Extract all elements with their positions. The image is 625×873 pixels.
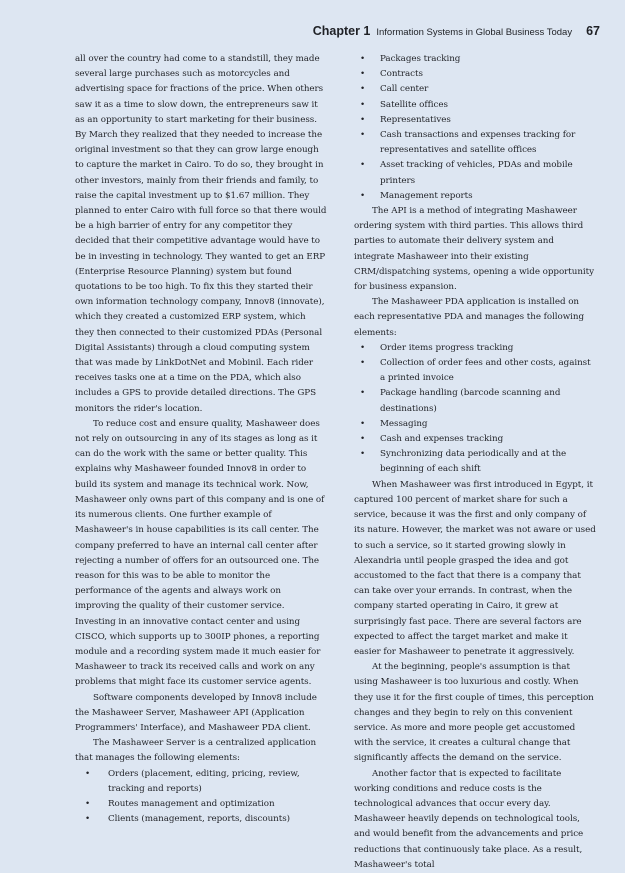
- list-item: • Collection of order fees and other costs, against a printed invoice: [354, 356, 596, 386]
- chapter-label: Chapter 1: [312, 24, 371, 38]
- paragraph: Software components developed by Innov8 include the Mashaweer Server, Mashaweer API (Application Programmers' Interface), and Mashaweer PDA client.: [75, 692, 317, 733]
- list-item: • Cash and expenses tracking: [354, 432, 596, 447]
- list-item: • Management reports: [354, 189, 596, 204]
- server-elements-list-continued: [354, 52, 596, 204]
- pda-elements-list: [354, 341, 596, 478]
- paragraph: To reduce cost and ensure quality, Mashaweer does not rely on outsourcing in any of its stages as long as it can do the work with the same or better quality. This explains why Mashaweer founded Innov8 in order to build its system and manage its technical work. Now, Mashaweer only owns part of this company and is one of its numerous clients. One further example of Mashaweer's in house capabilities is its call center. The company preferred to have an internal call center after rejecting a number of offers for an outsourced one. The reason for this was to be able to monitor the performance of the agents and always work on improving the quality of their customer service. Investing in an innovative contact center and using CISCO, which supports up to 300IP phones, a reporting module and a recording system made it much easier for Mashaweer to track its received calls and work on any problems that might face its customer service agents.: [75, 418, 325, 688]
- paragraph: Another factor that is expected to facilitate working conditions and reduce costs is the technological advances that occur every day. Mashaweer heavily depends on technological tools, and would benefit from the advancements and price reductions that continuously take place. As a result, Mashaweer's total: [354, 768, 584, 870]
- list-item: • Order items progress tracking: [354, 341, 596, 356]
- list-item: • Call center: [354, 82, 596, 97]
- list-item: • Cash transactions and expenses tracking for representatives and satellite offices: [354, 128, 596, 158]
- list-item: • Contracts: [354, 67, 596, 82]
- list-item: • Packages tracking: [354, 52, 596, 67]
- left-column: [75, 52, 327, 827]
- list-item: • Clients (management, reports, discounts): [75, 812, 327, 827]
- list-item: • Satellite offices: [354, 98, 596, 113]
- paragraph: The Mashaweer PDA application is installed on each representative PDA and manages the following elements:: [354, 297, 585, 338]
- right-column: [354, 52, 596, 873]
- running-header: [313, 22, 600, 40]
- paragraph: The Mashaweer Server is a centralized application that manages the following elements:: [75, 738, 317, 764]
- paragraph: When Mashaweer was first introduced in Egypt, it captured 100 percent of market share for such a service, because it was the first and only company of its nature. However, the market was not aware or used to such a service, so it started growing slowly in Alexandria until people grasped the idea and got accustomed to the fact that there is a company that can take over your errands. In contrast, when the company started operating in Cairo, it grew at surprisingly fast pace. There are several factors are expected to affect the target market and make it easier for Mashaweer to penetrate it aggressively.: [354, 479, 596, 657]
- list-item: • Messaging: [354, 417, 596, 432]
- list-item: • Asset tracking of vehicles, PDAs and mobile printers: [354, 158, 596, 188]
- server-elements-list: [75, 767, 327, 828]
- list-item: • Synchronizing data periodically and at the beginning of each shift: [354, 447, 596, 477]
- chapter-subtitle: Information Systems in Global Business Today: [376, 27, 573, 38]
- list-item: • Routes management and optimization: [75, 797, 327, 812]
- list-item: • Package handling (barcode scanning and destinations): [354, 386, 596, 416]
- list-item: • Representatives: [354, 113, 596, 128]
- paragraph: all over the country had come to a standstill, they made several large purchases such as motorcycles and advertising space for fractions of the price. When others saw it as a time to slow down, the entrepreneurs saw it as an opportunity to start marketing for their business. By March they realized that they needed to increase the original investment so that they can grow large enough to capture the market in Cairo. To do so, they brought in other investors, mainly from their friends and family, to raise the capital investment up to $1.67 million. They planned to enter Cairo with full force so that there would be a high barrier of entry for any competitor they decided that their competitive advantage would have to be in investing in technology. They wanted to get an ERP (Enterprise Resource Planning) system but found quotations to be too high. To fix this they started their own information technology company, Innov8 (innovate), which they created a customized ERP system, which they then connected to their customized PDAs (Personal Digital Assistants) through a cloud computing system that was made by LinkDotNet and Mobinil. Each rider receives tasks one at a time on the PDA, which also includes a GPS to provide detailed directions. The GPS monitors the rider's location.: [75, 54, 327, 414]
- paragraph: At the beginning, people's assumption is that using Mashaweer is too luxurious and costly. When they use it for the first couple of times, this perception changes and they begin to rely on this convenient service. As more and more people get accustomed with the service, it creates a cultural change that significantly affects the demand on the service.: [354, 662, 594, 764]
- list-item: • Orders (placement, editing, pricing, review, tracking and reports): [75, 767, 327, 797]
- paragraph: The API is a method of integrating Mashaweer ordering system with third parties. This allows third parties to automate their delivery system and integrate Mashaweer into their existing CRM/dispatching systems, opening a wide opportunity for business expansion.: [354, 206, 594, 293]
- page-number: 67: [586, 24, 600, 38]
